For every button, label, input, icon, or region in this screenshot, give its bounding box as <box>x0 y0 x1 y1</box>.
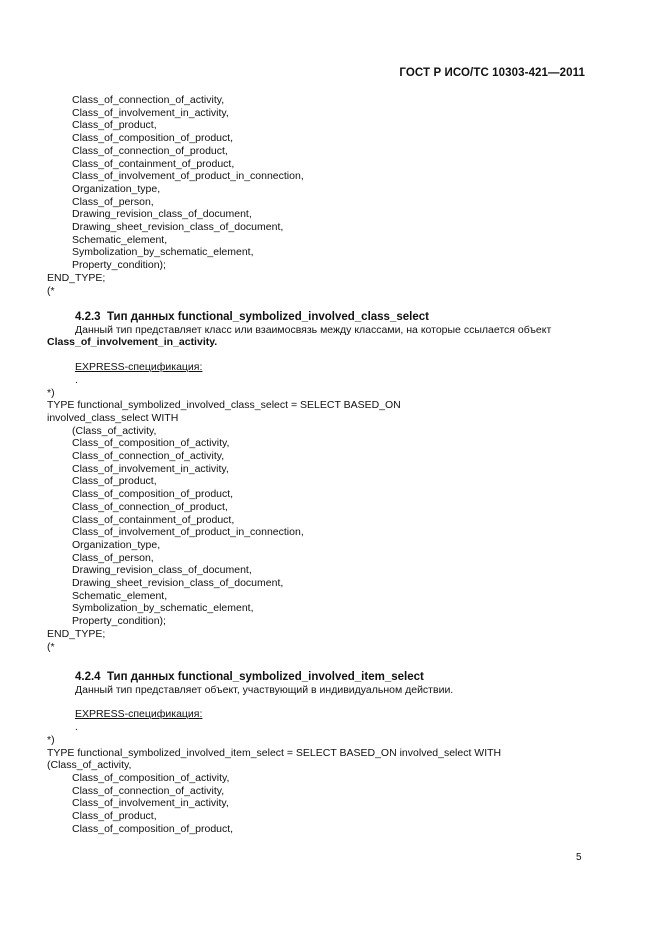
list-item: Class_of_involvement_in_activity, <box>72 797 229 810</box>
continued-select-list <box>47 94 304 297</box>
list-item: Organization_type, <box>72 538 161 551</box>
list-item: Drawing_sheet_revision_class_of_document, <box>72 577 284 590</box>
comment-open: (* <box>47 640 55 653</box>
type-declaration: TYPE functional_symbolized_involved_class_select = SELECT BASED_ON <box>47 399 401 412</box>
list-item: Class_of_containment_of_product, <box>72 513 235 526</box>
list-item: Class_of_composition_of_product, <box>72 132 234 145</box>
list-item: Class_of_connection_of_activity, <box>72 450 225 463</box>
list-item: Class_of_connection_of_activity, <box>72 94 225 106</box>
section-heading: 4.2.3 Тип данных functional_symbolized_involved_class_select <box>75 311 429 323</box>
list-item: Class_of_connection_of_activity, <box>72 784 225 797</box>
list-item: Property_condition); <box>72 615 166 628</box>
list-item: Class_of_involvement_of_product_in_connection, <box>72 526 304 539</box>
list-item: Class_of_product, <box>72 475 157 488</box>
list-item: Class_of_composition_of_product, <box>72 822 234 835</box>
list-item: Class_of_connection_of_product, <box>72 144 228 157</box>
list-item: Class_of_containment_of_product, <box>72 157 235 170</box>
list-item: Class_of_involvement_in_activity, <box>72 462 229 475</box>
comment-close: *) <box>47 733 55 746</box>
list-item: Symbolization_by_schematic_element, <box>72 246 254 259</box>
list-item: Class_of_connection_of_product, <box>72 500 228 513</box>
page-number: 5 <box>576 852 582 863</box>
section-paragraph: Данный тип представляет класс или взаимосвязь между классами, на которые ссылается объект <box>75 323 552 336</box>
list-item: Class_of_involvement_of_product_in_connection, <box>72 170 304 183</box>
list-item: (Class_of_activity, <box>72 424 157 437</box>
comment-close: *) <box>47 386 55 399</box>
section-paragraph-entity: Class_of_involvement_in_activity. <box>47 336 218 349</box>
list-item-first: (Class_of_activity, <box>47 759 132 772</box>
list-item: Class_of_composition_of_activity, <box>72 771 230 784</box>
type-declaration: TYPE functional_symbolized_involved_item_select = SELECT BASED_ON involved_select WITH <box>47 746 502 759</box>
list-item: Organization_type, <box>72 182 161 195</box>
spec-dot: . <box>75 373 78 386</box>
type-declaration-cont: involved_class_select WITH <box>47 411 179 424</box>
list-item: Drawing_revision_class_of_document, <box>72 208 252 221</box>
section-4-2-3 <box>47 311 551 653</box>
list-item: Class_of_composition_of_product, <box>72 488 234 501</box>
list-item: Drawing_sheet_revision_class_of_document, <box>72 221 284 234</box>
end-type: END_TYPE; <box>47 271 106 284</box>
express-spec-label: EXPRESS-спецификация: <box>75 361 203 374</box>
list-item: Schematic_element, <box>72 589 168 602</box>
list-item: Class_of_product, <box>72 119 157 132</box>
section-heading: 4.2.4 Тип данных functional_symbolized_involved_item_select <box>75 671 424 683</box>
list-item: Drawing_revision_class_of_document, <box>72 564 252 577</box>
spec-dot: . <box>75 721 78 734</box>
list-item: Class_of_involvement_in_activity, <box>72 106 229 119</box>
section-4-2-4 <box>47 671 501 835</box>
list-item: Symbolization_by_schematic_element, <box>72 602 254 615</box>
express-spec-label: EXPRESS-спецификация: <box>75 708 203 721</box>
list-item: Class_of_person, <box>72 195 154 208</box>
list-item: Property_condition); <box>72 259 166 272</box>
end-type: END_TYPE; <box>47 627 106 640</box>
list-item: Schematic_element, <box>72 233 168 246</box>
document-header: ГОСТ Р ИСО/ТС 10303-421—2011 <box>399 67 585 79</box>
list-item: Class_of_composition_of_activity, <box>72 437 230 450</box>
list-item: Class_of_person, <box>72 551 154 564</box>
list-item: Class_of_product, <box>72 810 157 823</box>
section-paragraph: Данный тип представляет объект, участвующий в индивидуальном действии. <box>75 683 454 696</box>
comment-open: (* <box>47 284 55 297</box>
